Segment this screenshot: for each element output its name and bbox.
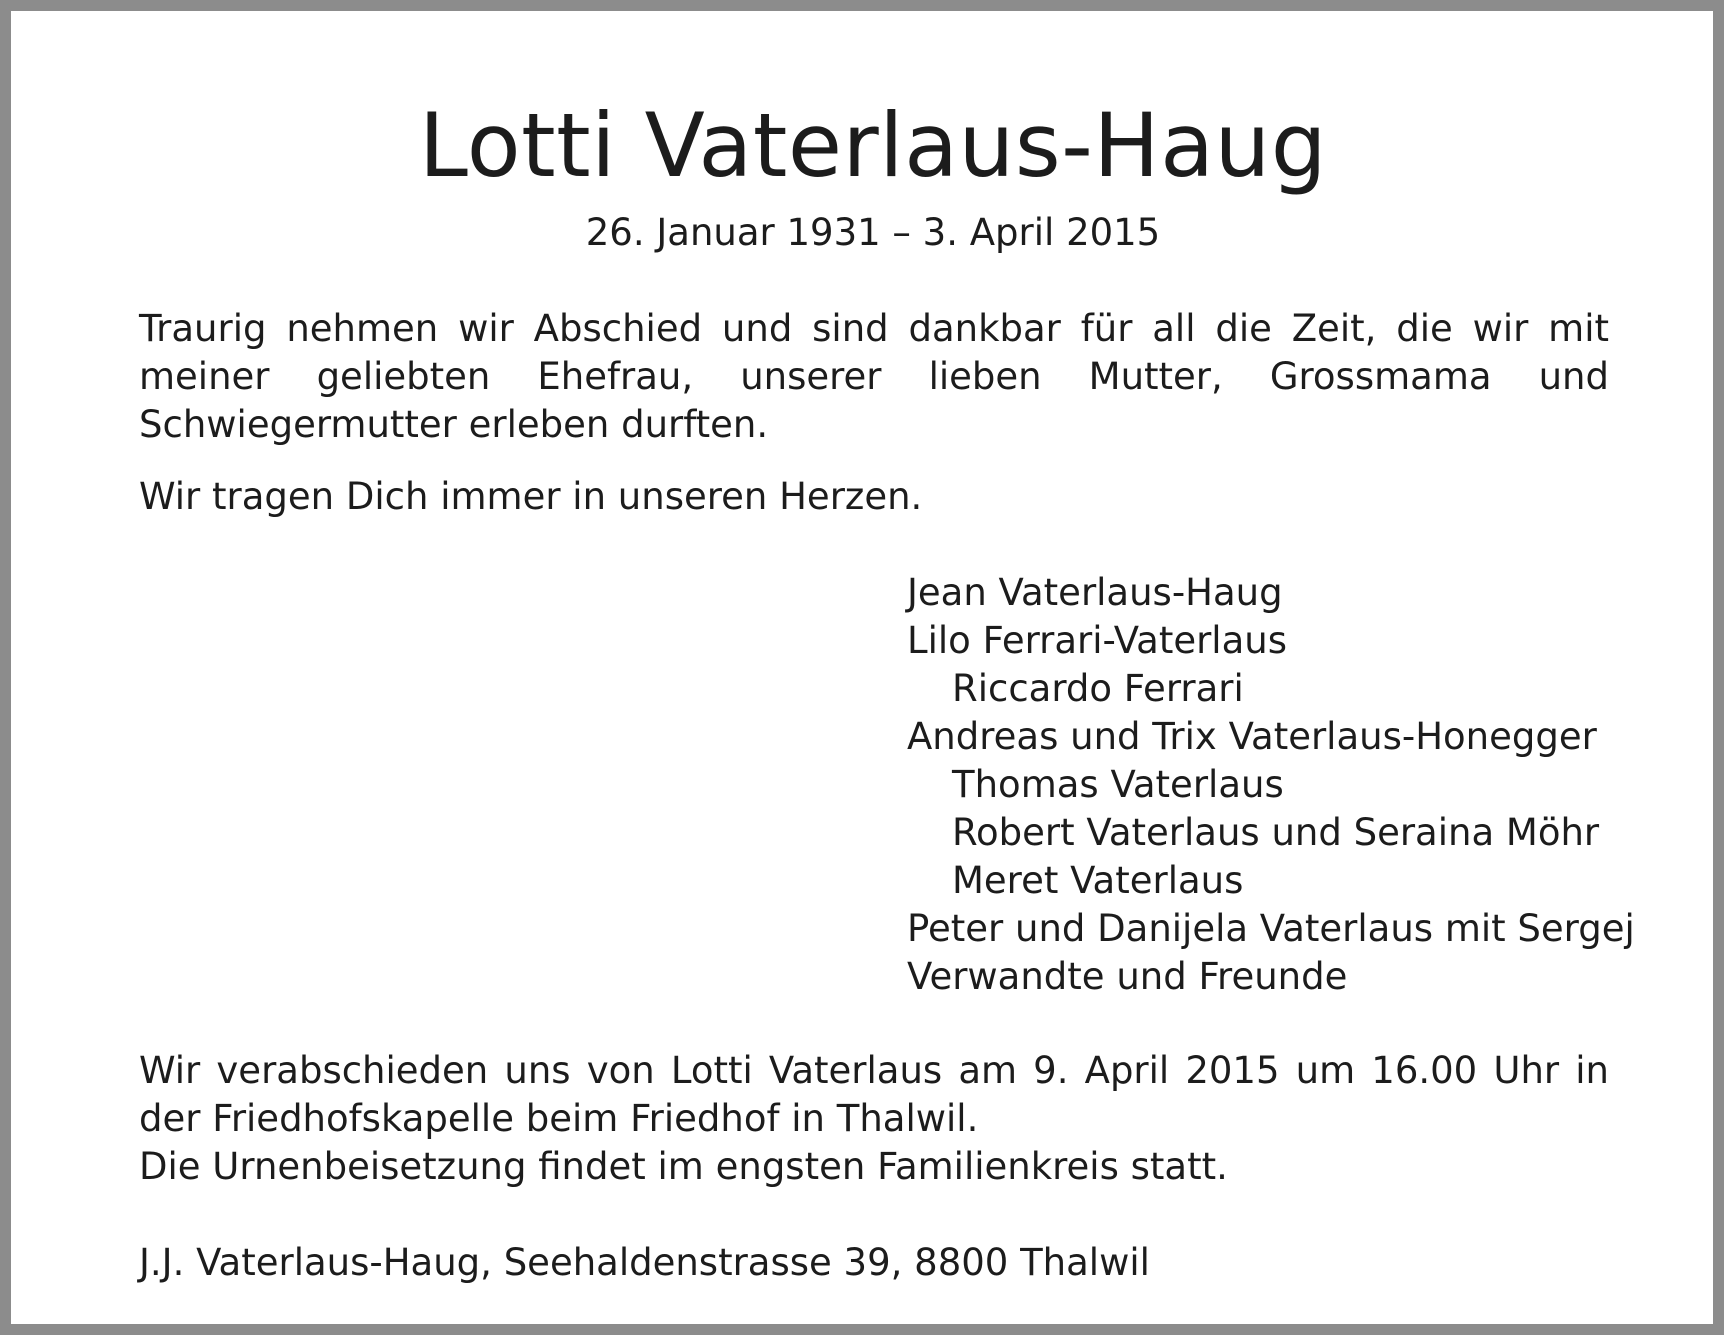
family-member: Meret Vaterlaus [952, 859, 1244, 902]
family-member: Andreas und Trix Vaterlaus-Honegger [907, 715, 1597, 758]
family-member: Robert Vaterlaus und Seraina Möhr [952, 811, 1600, 854]
life-dates: 26. Januar 1931 – 3. April 2015 [585, 211, 1161, 254]
service-info [139, 1047, 1609, 1191]
closing-line: Wir tragen Dich immer in unseren Herzen. [139, 475, 923, 518]
deceased-name: Lotti Vaterlaus-Haug [418, 94, 1328, 197]
family-member: Jean Vaterlaus-Haug [907, 571, 1283, 614]
service-details: Wir verabschieden uns von Lotti Vaterlaus am 9. April 2015 um 16.00 Uhr in der Friedhofskapelle beim Friedhof in Thalwil. [139, 1049, 1609, 1140]
family-list [907, 569, 1707, 1001]
family-member: Lilo Ferrari-Vaterlaus [907, 619, 1287, 662]
family-member: Riccardo Ferrari [952, 667, 1244, 710]
intro-paragraph: Traurig nehmen wir Abschied und sind dankbar für all die Zeit, die wir mit meiner geliebten Ehefrau, unserer lieben Mutter, Grossmama und Schwiegermutter erleben durften. [139, 307, 1609, 446]
family-member: Peter und Danijela Vaterlaus mit Sergej [907, 907, 1635, 950]
burial-note: Die Urnenbeisetzung findet im engsten Familienkreis statt. [139, 1145, 1228, 1188]
family-member: Verwandte und Freunde [907, 955, 1348, 998]
contact-address: J.J. Vaterlaus-Haug, Seehaldenstrasse 39, 8800 Thalwil [139, 1241, 1150, 1284]
family-member: Thomas Vaterlaus [952, 763, 1284, 806]
